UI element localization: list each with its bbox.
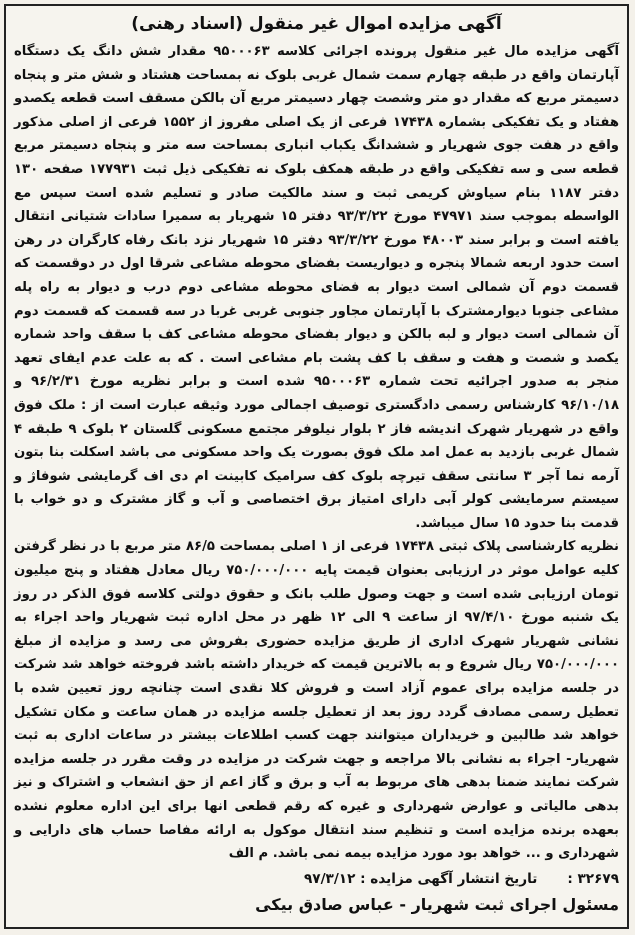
notice-body-paragraph-1: آگهی مزایده مال غیر منقول پرونده اجرائی کلاسه ۹۵۰۰۰۶۳ مقدار شش دانگ یک دستگاه آپارتمان واقع در طبقه چهارم سمت شمال غربی بلوک نه بمساحت هشتاد و شش متر و پنجاه دسیمتر مربع که مقدار دو متر وشصت چهار دسیمتر مربع آن بالکن مسقف است قطعه یکصدو هفتاد و یک تفکیکی بشماره ۱۷۴۳۸ فرعی از یک اصلی مفروز از ۱۵۵۲ فرعی از اصلی مذکور واقع در هفت جوی شهریار و ششدانگ یکباب انباری بمساحت سه متر و پنجاه دسیمتر مربع قطعه سی و سه تفکیکی واقع در طبقه همکف بلوک نه تفکیکی ذیل ثبت ۱۷۷۹۳۱ صفحه ۱۳۰ دفتر ۱۱۸۷ بنام سیاوش کریمی ثبت و سند مالکیت صادر و تسلیم شده است سپس مع الواسطه بموجب سند ۴۷۹۷۱ مورخ ۹۳/۳/۲۲ دفتر ۱۵ شهریار به سمیرا سادات شتیانی انتقال یافته است و برابر سند ۴۸۰۰۳ مورخ ۹۳/۳/۲۲ دفتر ۱۵ شهریار نزد بانک رفاه کارگران در رهن است حدود اربعه شمالا پنجره و دیواریست بفضای محوطه مشاعی شرقا اول در دوقسمت که قسمت دوم آن شمالی است دیوار به فضای محوطه مشاعی دوم درب و دیوار به راه پله مشاعی جنوبا دیوارمشترک با آپارتمان مجاور جنوبی غربی غربا در سه قسمت که قسمت دوم آن شمالی است دیوار و لبه بالکن و دیوار بفضای محوطه مشاعی کف با سقف واحد شماره یکصد و شصت و هفت و سقف با کف پشت بام مشاعی است . که به علت عدم ایفای تعهد منجر به صدور اجرائیه تحت شماره ۹۵۰۰۰۶۳ شده است و برابر نظریه مورخ ۹۶/۲/۳۱ و ۹۶/۱۰/۱۸ کارشناس رسمی دادگستری توصیف اجمالی مورد وثیقه عبارت است از : ملک فوق واقع در شهریار شهرک اندیشه فاز ۲ بلوار نیلوفر مجتمع مسکونی گلستان ۲ بلوک ۹ طبقه ۴ شمال غربی بازدید به عمل امد ملک فوق بصورت یک واحد مسکونی می باشد اسکلت بنا بتون آرمه نما آجر ۳ سانتی سقف تیرچه بلوک کف سرامیک کابینت ام دی اف گرمایشی شوفاژ و سیستم سرمایشی کولر آبی دارای امتیاز برق اختصاصی و آب و گاز مشترک و دو خواب با قدمت بنا حدود ۱۵ سال میباشد. [14,44,620,531]
notice-signature: مسئول اجرای ثبت شهریار - عباس صادق بیکی [255,894,619,914]
publish-date: تاریخ انتشار آگهی مزایده : ۹۷/۳/۱۲ [303,870,538,887]
notice-body-paragraph-2: نظریه کارشناسی پلاک ثبتی ۱۷۴۳۸ فرعی از ۱ اصلی بمساحت ۸۶/۵ متر مربع با در نظر گرفتن کلیه عوامل موثر در ارزیابی بعنوان قیمت پایه ۷۵۰/۰۰۰/۰۰۰ ریال معادل هفتاد و پنج میلیون تومان ارزیابی شده است و جهت وصول طلب بانک و حقوق دولتی کلاسه فوق الذکر در روز یک شنبه مورخ ۹۷/۴/۱۰ از ساعت ۹ الی ۱۲ ظهر در محل اداره ثبت شهریار واحد اجراء به نشانی شهریار شهرک اداری از طریق مزایده حضوری بفروش می رسد و مزایده از مبلغ ۷۵۰/۰۰۰/۰۰۰ ریال شروع و به بالاترین قیمت که خریدار داشته باشد فروخته خواهد شد شرکت در جلسه مزایده برای عموم آزاد است و فروش کلا نقدی است چنانچه روز تعیین شده با تعطیل رسمی مصادف گردد روز بعد از تعطیل جلسه مزایده در همان ساعت و مکان تشکیل خواهد شد طالبین و خریداران میتوانند جهت کسب اطلاعات بیشتر در ساعات اداری به ثبت شهریار- اجراء به نشانی بالا مراجعه و جهت شرکت در مزایده در وقت مقرر در جلسه مزایده شرکت نمایند ضمنا بدهی های مربوط به آب و برق و گاز اعم از حق انشعاب و اشتراک و نیز بدهی مالیاتی و عوارض شهرداری و غیره که رقم قطعی انها برای این اداره معلوم نشده بعهده برنده مزایده است و تنظیم سند انتقال موکول به ارائه مفاصا حساب های دارایی و شهرداری و ... خواهد بود مورد مزایده بیمه نمی باشد. م الف [14,539,620,862]
notice-title: آگهی مزایده اموال غیر منقول (اسناد رهنی) [131,14,502,34]
notice-frame [4,4,629,929]
ad-number: ۳۲۶۷۹ : [567,870,619,887]
notice-meta-line [6,866,627,892]
